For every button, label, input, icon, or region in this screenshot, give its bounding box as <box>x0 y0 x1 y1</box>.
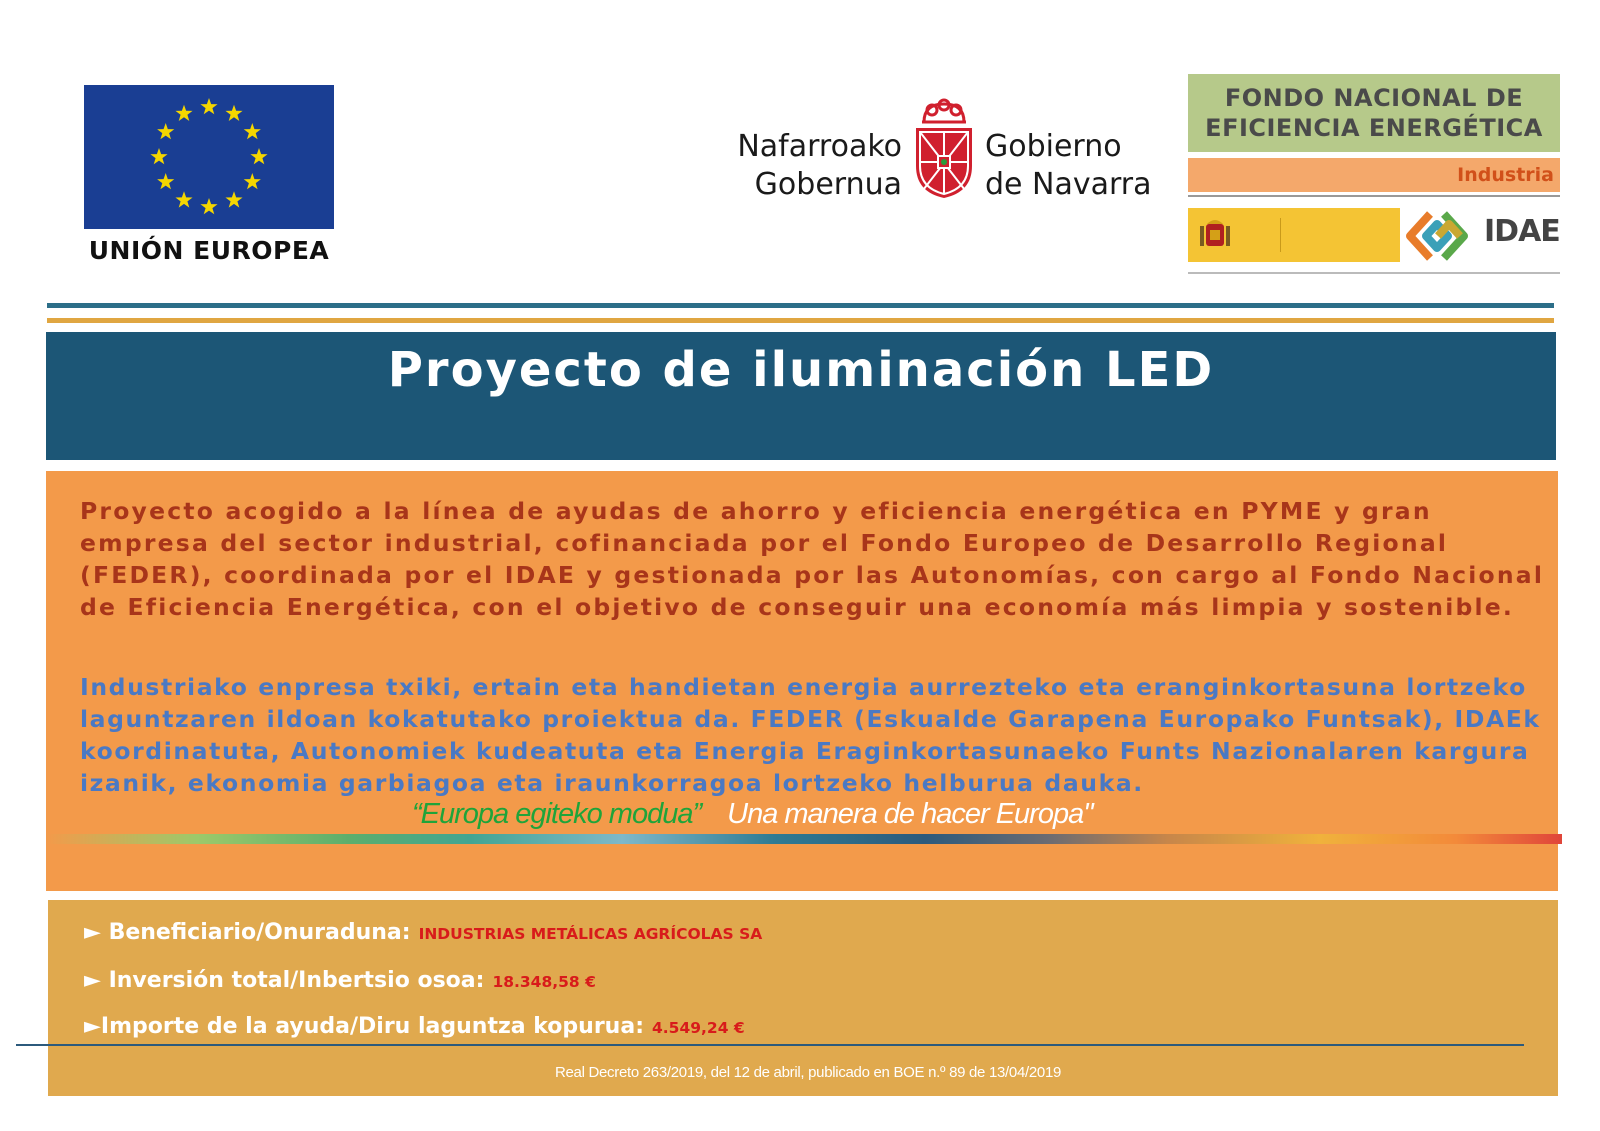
fondo-title-line-2: EFICIENCIA ENERGÉTICA <box>1205 114 1543 142</box>
gobierno-espana-logo <box>1188 208 1400 262</box>
eu-star-icon <box>200 198 217 214</box>
idae-label: IDAE <box>1484 214 1560 249</box>
navarra-shield-icon <box>910 96 978 200</box>
beneficiary-row <box>84 920 762 945</box>
navarra-spanish-line-2: de Navarra <box>985 167 1152 202</box>
eu-star-icon <box>150 148 167 164</box>
motto-spanish: Una manera de hacer Europa" <box>727 798 1093 830</box>
eu-label: UNIÓN EUROPEA <box>88 236 330 265</box>
eu-stars-icon <box>84 85 334 229</box>
title-band <box>46 332 1556 460</box>
eu-star-icon <box>175 191 192 207</box>
page-title: Proyecto de iluminación LED <box>387 342 1215 398</box>
navarra-spanish-line-1: Gobierno <box>985 129 1122 164</box>
fondo-industria-band <box>1188 158 1560 192</box>
navarra-basque-line-2: Gobernua <box>754 167 902 202</box>
navarra-basque-line-1: Nafarroako <box>737 129 902 164</box>
header-rule-blue <box>47 303 1554 308</box>
motto-basque: “Europa egiteko modua” <box>412 798 702 830</box>
beneficiary-label: ► Beneficiario/Onuraduna: <box>84 920 411 945</box>
spanish-description: Proyecto acogido a la línea de ayudas de ahorro y eficiencia energética en PYME y gran empresa del sector industrial, cofinanciada por el Fondo Europeo de Desarrollo Regional (FEDER), coordinada por el IDAE y gestionada por las Autonomías, con cargo al Fondo Nacional de Eficiencia Energética, con el objetivo de conseguir una economía más limpia y sostenible. <box>80 497 1545 621</box>
investment-row <box>84 968 596 993</box>
investment-label: ► Inversión total/Inbertsio osoa: <box>84 968 485 993</box>
fondo-industria-label: Industria <box>1457 164 1554 186</box>
eu-star-icon <box>157 123 174 139</box>
eu-star-icon <box>225 191 242 207</box>
navarra-spanish-name <box>985 128 1185 204</box>
aid-amount-row <box>84 1014 745 1039</box>
eu-star-icon <box>250 148 267 164</box>
idae-logo-icon <box>1404 208 1480 264</box>
fondo-nacional-logo <box>1188 74 1560 152</box>
aid-amount-value: 4.549,24 € <box>652 1019 745 1037</box>
gobierno-divider <box>1280 218 1281 252</box>
fondo-divider-bottom <box>1188 272 1560 274</box>
eu-star-icon <box>175 105 192 121</box>
navarra-basque-name <box>726 128 902 204</box>
eu-star-icon <box>200 98 217 114</box>
fondo-title-line-1: FONDO NACIONAL DE <box>1224 84 1524 112</box>
footer-rule <box>16 1044 1524 1046</box>
eu-star-icon <box>225 105 242 121</box>
feder-motto <box>412 798 1093 831</box>
fondo-divider-top <box>1188 195 1560 197</box>
legal-footnote: Real Decreto 263/2019, del 12 de abril, publicado en BOE n.º 89 de 13/04/2019 <box>554 1064 1062 1081</box>
header-rule-gold <box>47 318 1554 323</box>
beneficiary-value: INDUSTRIAS METÁLICAS AGRÍCOLAS SA <box>418 925 763 943</box>
eu-star-icon <box>244 123 261 139</box>
gradient-divider <box>46 834 1562 844</box>
aid-amount-label: ►Importe de la ayuda/Diru laguntza kopurua: <box>84 1014 644 1039</box>
eu-flag-logo <box>84 85 334 229</box>
eu-star-icon <box>244 173 261 189</box>
basque-description: Industriako enpresa txiki, ertain eta handietan energia aurrezteko eta eranginkortasuna lortzeko laguntzaren ildoan kokatutako proiektua da. FEDER (Eskualde Garapena Europako Funtsak), IDAEk koordinatuta, Autonomiek kudeatuta eta Energia Eraginkortasunaeko Funts Nazionalaren kargura izanik, ekonomia garbiagoa eta iraunkorragoa lortzeko helburua dauka. <box>80 673 1541 797</box>
eu-star-icon <box>157 173 174 189</box>
investment-value: 18.348,58 € <box>492 973 596 991</box>
spain-crest-icon <box>1198 216 1232 254</box>
